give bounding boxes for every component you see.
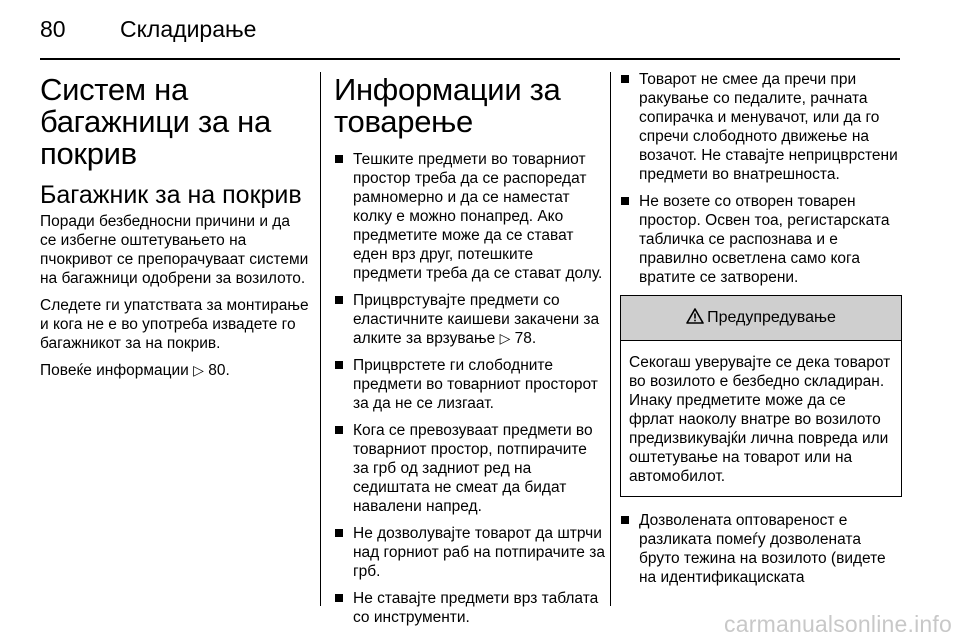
chapter-title: Складирање xyxy=(120,16,257,42)
warning-triangle-icon xyxy=(686,308,704,327)
column-divider-1 xyxy=(320,72,321,606)
list-item: Не ставајте предмети врз таблата со инструменти. xyxy=(334,589,606,627)
section-heading-loading-info: Информации за товарење xyxy=(334,72,561,139)
loading-tips-list-continued xyxy=(620,70,902,287)
column-right xyxy=(620,70,902,595)
loading-tips-list xyxy=(334,150,606,627)
warning-header xyxy=(621,296,901,341)
list-item: Тешките предмети во товарниот простор треба да се распоредат рамномерно и да се наместат колку е можно понапред. Ако предметите може да се стават еден врз друг, потешките предмети треба да се стават долу. xyxy=(334,150,606,283)
list-item: Дозволената оптовареност е разликата помеѓу дозволената бруто тежина на возилото (видете на идентификациската xyxy=(620,511,902,587)
list-item: Кога се превозуваат предмети во товарниот простор, потпирачите за грб од задниот ред на седиштата не смеат да бидат навалени напред. xyxy=(334,421,606,516)
list-item: Товарот не смее да пречи при ракување со педалите, рачната сопирачка и менувачот, или да го спречи слободното движење на возачот. Не ставајте неприцврстени предмети во внатрешноста. xyxy=(620,70,902,184)
load-capacity-list xyxy=(620,511,902,587)
column-middle xyxy=(334,74,606,635)
warning-title: Предупредување xyxy=(707,309,836,326)
list-item: Прицврстувајте предмети со еластичните каишеви закачени за алките за врзување ▷ 78. xyxy=(334,291,606,348)
more-info-page-link[interactable]: 80. xyxy=(208,362,230,379)
warning-text: Секогаш уверувајте се дека товарот во возилото е безбедно складиран. Инаку предметите може да се фрлат наоколу внатре во возилото предизвикувајќи лична повреда или оштетување на товарот или на автомобилот. xyxy=(629,354,891,485)
subsection-heading-roof-rack: Багажник за на покрив xyxy=(40,181,302,209)
list-item: Прицврстете ги слободните предмети во товарниот просторот за да не се лизгаат. xyxy=(334,356,606,413)
page-ref-icon: ▷ xyxy=(193,362,204,378)
column-left xyxy=(40,74,310,388)
list-item: Не дозволувајте товарот да штрчи над горниот раб на потпирачите за грб. xyxy=(334,524,606,581)
page-number: 80 xyxy=(40,16,66,42)
list-item: Не возете со отворен товарен простор. Освен тоа, регистарската табличка се распознава и е правилно осветлена само кога вратите се затворени. xyxy=(620,192,902,287)
page-ref-icon: ▷ xyxy=(499,330,511,346)
section-heading-roof-rack-system: Систем на багажници за на покрив xyxy=(40,72,271,171)
page-ref-link[interactable]: 78. xyxy=(514,330,537,347)
watermark: carmanualsonline.info xyxy=(724,611,952,637)
warning-box xyxy=(620,295,902,497)
paragraph-safety: Поради безбедносни причини и да се избегне оштетувањето на пчокривот се препорачуваат системи на багажници одобрени за возилото. xyxy=(40,213,309,287)
paragraph-instructions: Следете ги упатствата за монтирање и кога не е во употреба извадете го багажникот за на покрив. xyxy=(40,297,309,352)
paragraph-more-info xyxy=(40,361,310,380)
more-info-text: Повеќе информации xyxy=(40,362,189,379)
header-divider xyxy=(40,58,900,60)
column-divider-2 xyxy=(610,72,611,606)
